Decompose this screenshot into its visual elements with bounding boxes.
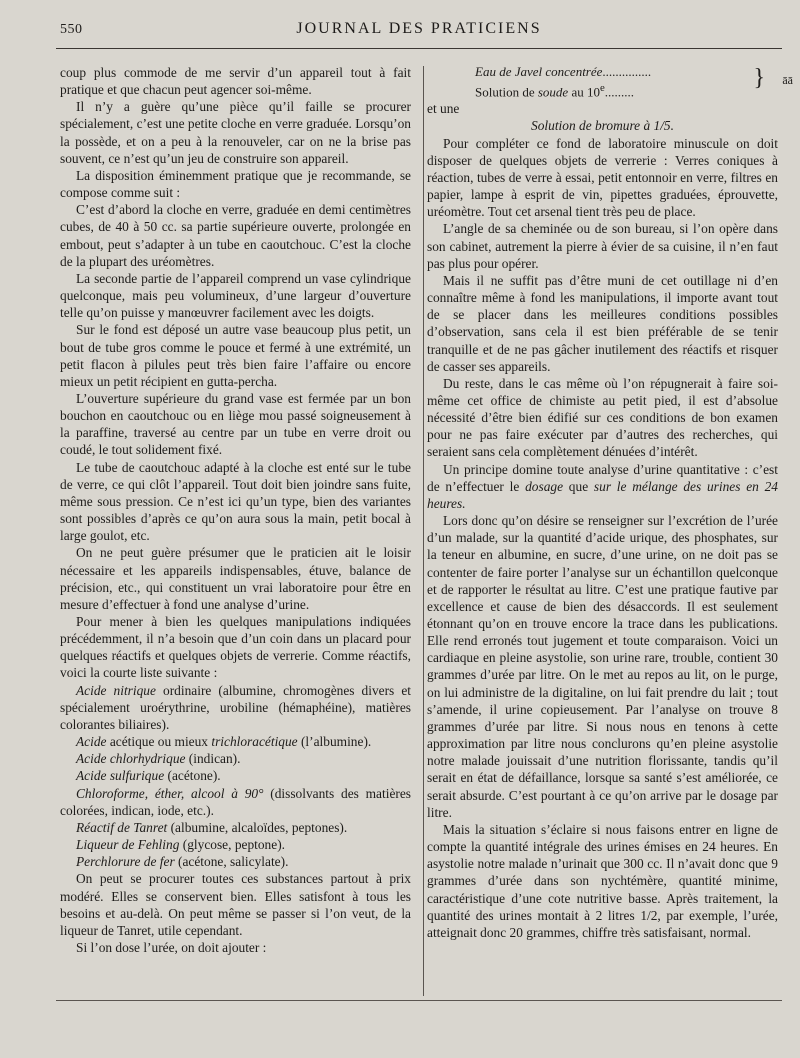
reagent-item: Liqueur de Fehling (glycose, peptone). [76, 837, 286, 853]
paragraph: Sur le fond est déposé un autre vase beaucoup plus petit, un bout de tube gros comme le pouce et fermé à une extrémité, un petit flacon à pilules peut très bien faire l’affaire ou encore mieux un petit récipient en gutta-percha. [60, 322, 411, 389]
paragraph: Mais il ne suffit pas d’être muni de cet outillage ni d’en connaître même à fond les manipulations, il importe avant tout de se placer dans les meilleures conditions possibles d’observation, sans cela il est bien préférable de se tenir tranquille et de ne pas gâcher inutilement des réactifs et risquer de casser ses appareils. [427, 272, 778, 374]
footer-rule [56, 1000, 782, 1001]
reagent-item: Acide nitrique ordinaire (albumine, chromogènes divers et spécialement uroérythrine, urobiline (hémaphéine), matières colorantes biliaires). [60, 682, 411, 732]
reagent-item: Acide acétique ou mieux trichloracétique (l’albumine). [76, 734, 372, 750]
right-column [427, 64, 793, 941]
paragraph: Si l’on dose l’urée, on doit ajouter : [76, 939, 267, 955]
reagent-item: Chloroforme, éther, alcool à 90° (dissolvants des matières colorées, indican, iode, etc.). [60, 785, 412, 818]
paragraph: Lors donc qu’on désire se renseigner sur l’excrétion de l’urée d’un malade, sur la quantité d’acide urique, des phosphates, sur la teneur en albumine, en sucre, d’une urine, on ne doit pas se contenter de faire porter l’analyse sur un échantillon quelconque et de rapporter le résultat au litre. C’est une pratique fautive par excellence et cause de bien des désaccords. Il est seulement étonnant qu’on en trouve encore la trace dans les publications. Elle rend erronés tout jugement et toute comparaison. Voici un cardiaque en pleine asystolie, son urine rare, trouble, contient 30 grammes d’urée par litre. On le met au repos au lit, on le purge, on lui administre de la digitaline, on lui fait prendre du lait ; tout s’amende, il urine copieusement. Par l’analyse on trouve 8 grammes d’urée par litre. Si nous nous en tenons à cette approximation par litre nous conclurons qu’en pleine asystolie notre malade jouissait d’une nutrition florissante, tandis qu’il serait en état de défaillance, lorsque sa santé s’est améliorée, ce serait absurde. C’est pourtant à ce qu’on arrive par le dosage par litre. [427, 513, 778, 820]
running-title: JOURNAL DES PRATICIENS [296, 20, 542, 37]
page-number: 550 [60, 22, 83, 37]
paragraph: Mais la situation s’éclaire si nous faisons entrer en ligne de compte la quantité intégrale des urines émises en 24 heures. En asystolie notre malade n’urinait que 300 cc. Il n’avait donc que 9 grammes d’urée dans son nychtémère, quantité minime, caractéristique d’une cote nutritive basse. Après traitement, la quantité des urines montait à 2 litres 1/2, par exemple, l’urée, atteignait donc 20 grammes, chiffre très satisfaisant, normal. [427, 821, 778, 940]
left-column [60, 64, 411, 956]
reagent-item: Perchlorure de fer (acétone, salicylate). [76, 854, 289, 870]
column-divider [423, 66, 424, 996]
paragraph: Du reste, dans le cas même où l’on répugnerait à faire soi-même cet office de chimiste au petit pied, il est d’absolue nécessité d’être bien édifié sur ces conditions de bon examen pour ne pas faire exécuter par d’autres des recherches, qui seraient sans cela complètement dénuées d’intérêt. [427, 375, 778, 460]
reagent-item: Réactif de Tanret (albumine, alcaloïdes, peptones). [76, 819, 348, 835]
formula-line: Solution de bromure à 1/5. [531, 118, 674, 134]
reagent-item: Acide sulfurique (acétone). [76, 768, 221, 784]
paragraph: On peut se procurer toutes ces substances partout à prix modéré. Elles se conservent bien. Elles satisfont à tous les besoins et au-delà. On peut même se passer si l’on veut, de la liqueur de Tanret, utile cependant. [60, 871, 411, 938]
reagent-item: Acide chlorhydrique (indican). [76, 751, 241, 767]
brace-symbol: } [753, 65, 765, 91]
paragraph: C’est d’abord la cloche en verre, graduée en demi centimètres cubes, de 40 à 50 cc. sa partie supérieure ouverte, prolongée en embout, peut s’adapter à un tube en caoutchouc. C’est la cloche de la plupart des uréomètres. [60, 202, 411, 269]
paragraph: Le tube de caoutchouc adapté à la cloche est enté sur le tube de verre, ce qui clôt l’appareil. Tout doit bien joindre sans fuite, même sous pression. Ce n’est ici qu’un type, bien des variantes sont possibles d’après ce qu’on aura sous la main, petit bocal à large goulot, etc. [60, 459, 411, 544]
formula-quantity: āā [782, 73, 793, 87]
formula-line: Eau de Javel concentrée............... [475, 64, 652, 79]
header-rule [56, 48, 782, 49]
paragraph: On ne peut guère présumer que le praticien ait le loisir nécessaire et les appareils indispensables, étuve, balance de précision, etc., qui constituent un vrai laboratoire pour être en mesure d’effectuer à fond une analyse d’urine. [60, 545, 411, 612]
paragraph: L’ouverture supérieure du grand vase est fermée par un bon bouchon en caoutchouc ou en liège mou passé soigneusement à la paraffine, traversé au centre par un tube en verre droit ou coudé, le tout solidement fixé. [60, 390, 411, 458]
paragraph: Pour mener à bien les quelques manipulations indiquées précédemment, il n’a besoin que d’un coin dans un placard pour quelques réactifs et quelques objets de verrerie. Comme réactifs, voici la courte liste suivante : [60, 614, 411, 681]
paragraph: Il n’y a guère qu’une pièce qu’il faille se procurer spécialement, c’est une petite cloche en verre graduée. Lorsqu’on la possède, et on a peu à la renouveler, car on ne la brise pas souvent, ce n’est qu’un jeu de construire son appareil. [60, 99, 411, 166]
paragraph: La disposition éminemment pratique que je recommande, se compose comme suit : [60, 167, 411, 201]
formula-line: Solution de soude au 10e......... [475, 82, 635, 100]
paragraph: La seconde partie de l’appareil comprend un vase cylindrique quelconque, mais peu volumineux, d’une largeur d’ouverture telle qu’on puisse y manœuvrer facilement avec les doigts. [60, 270, 411, 321]
paragraph: L’angle de sa cheminée ou de son bureau, si l’on opère dans son cabinet, autrement la pierre à évier de sa cuisine, il n’en faut pas plus pour opérer. [427, 221, 778, 271]
reagent-formula [475, 64, 793, 100]
paragraph: coup plus commode de me servir d’un appareil tout à fait pratique et que chacun peut agencer soi-même. [60, 65, 411, 98]
paragraph: Pour compléter ce fond de laboratoire minuscule on doit disposer de quelques objets de verrerie : Verres coniques à réaction, tubes de verre à essai, petit entonnoir en verre, filtres en papier, lampe à esprit de vin, pipettes graduées, éprouvette, uréomètre. Tout cet arsenal tient très peu de place. [427, 135, 778, 220]
paragraph: et une [427, 101, 460, 117]
page-header [60, 20, 778, 46]
paragraph: Un principe domine toute analyse d’urine quantitative : c’est de n’effectuer le dosage que sur le mélange des urines en 24 heures. [427, 461, 779, 511]
